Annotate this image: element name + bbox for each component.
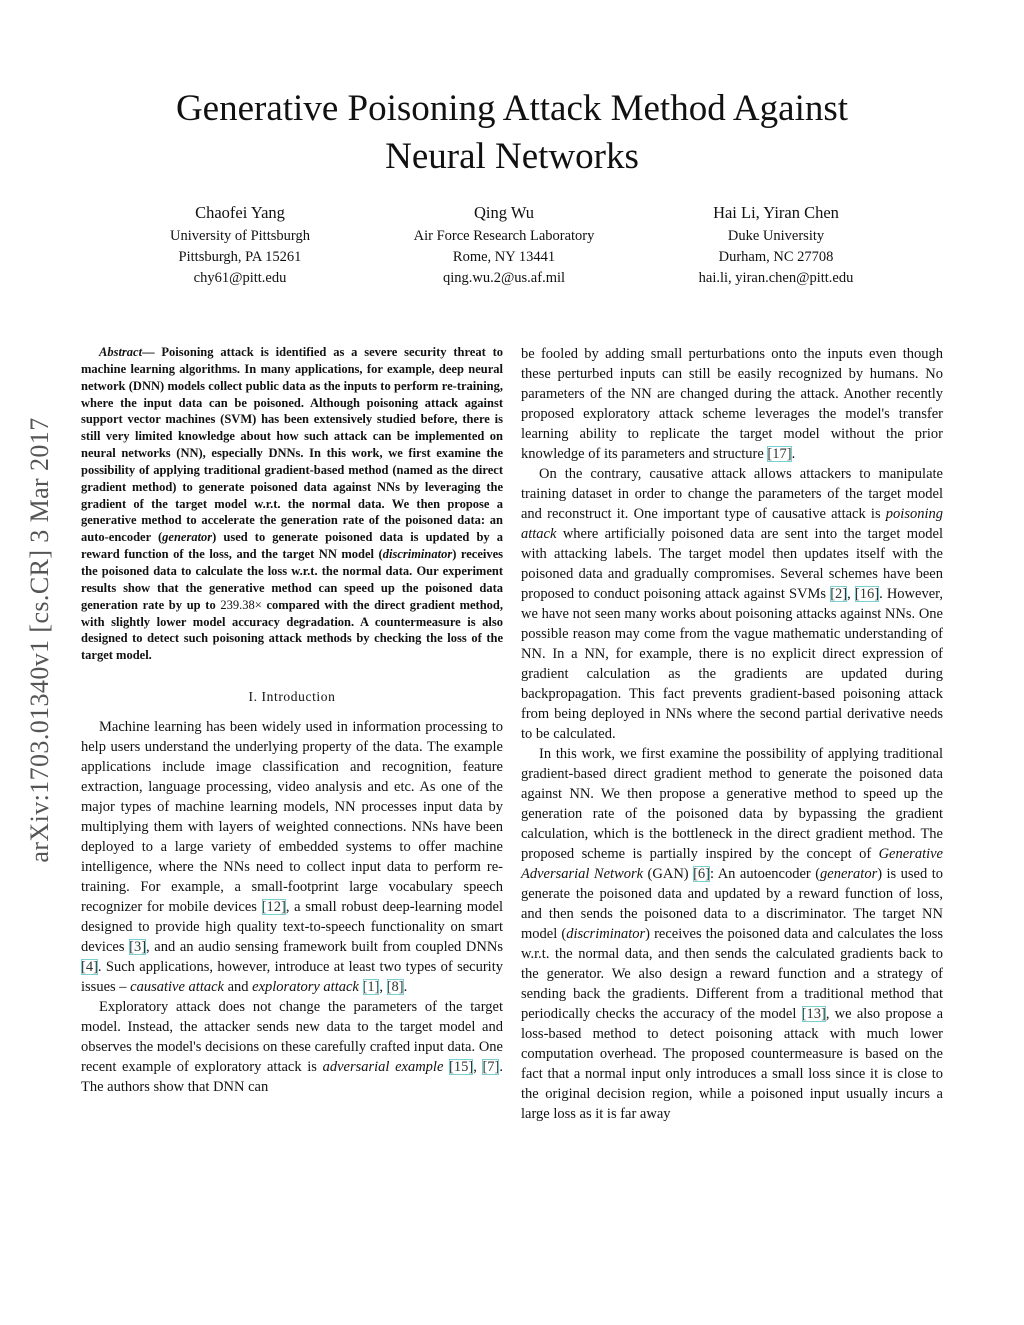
- body-text: Exploratory attack does not change the parameters of the target model. Instead, the attacker sends new data to the target model and observes the model's decisions on these carefully crafted input data. One recent example of exploratory attack is: [81, 999, 503, 1076]
- citation-link[interactable]: [2]: [830, 586, 848, 602]
- body-text: .: [791, 446, 796, 462]
- body-text: Machine learning has been widely used in information processing to help users understand the underlying property of the data. The example applications include image classification and recognition, feature extraction, language processing, video analysis and etc. As one of the major types of machine learning models, NN processes input data by multiplying them with layers of weighted connections. NNs have been deployed to a large variety of embedded systems to offer machine intelligence, where the NNs need to collect input data to perform re-training. For example, a small-footprint large vocabulary speech recognizer for mobile devices: [81, 719, 503, 916]
- author-affiliation: University of Pittsburgh: [170, 228, 310, 244]
- citation-link[interactable]: [12]: [261, 899, 286, 916]
- body-text: [359, 979, 363, 995]
- body-text: and: [223, 979, 253, 996]
- emphasis-term: adversarial example: [322, 1059, 444, 1076]
- body-text: . However, we have not seen many works about poisoning attacks against NNs. One possible reason may come from the vague mathematic understanding of NN. In a NN, for example, there is no explicit direct expression of gradient calculation as the gradients are updated during backpropagation. This fact prevents gradient-based poisoning attack from being deployed in NNs where the second partial derivative needs to be calculated.: [521, 586, 944, 742]
- emphasis-term: generator: [820, 866, 878, 882]
- right-paragraph-1: [521, 344, 943, 464]
- author-block-1: [115, 202, 365, 289]
- author-email[interactable]: qing.wu.2@us.af.mil: [442, 270, 566, 286]
- abstract-text: compared with the direct gradient method, with slightly lower model accuracy degradation. A countermeasure is also designed to detect such poisoning attack methods by checking the loss of the target model.: [81, 597, 503, 663]
- arxiv-identifier: arXiv:1703.01340v1 [cs.CR] 3 Mar 2017: [25, 417, 54, 863]
- paper-title: [100, 85, 924, 181]
- author-block-2: [379, 202, 629, 289]
- left-column: [81, 344, 503, 1097]
- body-text: ,: [379, 979, 387, 996]
- body-text: , and an audio sensing framework built from coupled DNNs: [146, 939, 503, 956]
- author-email[interactable]: hai.li, yiran.chen@pitt.edu: [698, 270, 854, 286]
- citation-link[interactable]: [16]: [854, 586, 880, 602]
- body-text: where artificially poisoned data are sent into the target model with attacking labels. The target model then updates itself with the poisoned data and gradually compromises. Several schemes have been proposed to conduct poisoning attack against SVMs: [521, 526, 943, 602]
- abstract-text: ) receives the poisoned data to calculate the loss w.r.t. the normal data. Our experiment results show that the generative method can speed up the poisoned data generation rate by up to: [81, 547, 504, 612]
- body-text: be fooled by adding small perturbations onto the inputs even though these perturbed inputs can still be easily recognized by humans. No parameters of the NN are changed during the attack. Another recently proposed exploratory attack scheme leverages the model's transfer learning ability to replicate the target model without the prior knowledge of its parameters and structure: [521, 346, 943, 462]
- right-paragraph-3: [521, 744, 943, 1124]
- citation-link[interactable]: [1]: [362, 979, 380, 996]
- body-text: : An autoencoder (: [710, 866, 821, 882]
- body-text: . The authors show that DNN can: [81, 1059, 504, 1096]
- intro-paragraph-1: [81, 717, 503, 997]
- body-text: ,: [473, 1059, 483, 1076]
- author-name: Chaofei Yang: [195, 203, 285, 222]
- body-text: , we also propose a loss-based method to detect poisoning attack with much lower computation overhead. The proposed countermeasure is based on the fact that a normal input only introduces a small loss since it is close to the original decision region, while a poisoned input usually incurs a large loss as it is far away: [521, 1006, 943, 1122]
- body-text: ) is used to generate the poisoned data and updated by a reward function of loss, and then sends the poisoned data to a discriminator. The target NN model (: [521, 866, 943, 942]
- citation-link[interactable]: [7]: [482, 1059, 500, 1076]
- body-text: .: [403, 979, 408, 996]
- emphasis-term: causative attack: [130, 979, 224, 996]
- right-paragraph-2: [521, 464, 943, 744]
- body-text: ,: [847, 586, 855, 602]
- emphasis-term: Generative Adversarial Network: [521, 846, 943, 882]
- body-text: On the contrary, causative attack allows attackers to manipulate training dataset in order to change the parameters of the target model and reconstruct it. One important type of causative attack is: [521, 466, 943, 522]
- abstract-text: ) used to generate poisoned data is updated by a reward function of the loss, and the target NN model (: [81, 530, 503, 562]
- abstract: [81, 344, 503, 664]
- author-name: Hai Li, Yiran Chen: [713, 203, 839, 222]
- citation-link[interactable]: [3]: [129, 939, 147, 956]
- right-column: [521, 344, 943, 1124]
- section-heading-introduction: I. Introduction: [248, 689, 336, 705]
- author-email[interactable]: chy61@pitt.edu: [193, 270, 287, 286]
- citation-link[interactable]: [6]: [693, 866, 711, 882]
- body-text: (GAN): [643, 866, 694, 882]
- arxiv-stamp: [0, 0, 54, 863]
- author-name: Qing Wu: [474, 203, 534, 222]
- citation-link[interactable]: [13]: [801, 1006, 826, 1022]
- abstract-term: discriminator: [382, 547, 453, 562]
- citation-link[interactable]: [8]: [386, 979, 404, 996]
- body-text: In this work, we first examine the possibility of applying traditional gradient-based direct gradient method to generate the poisoned data against NN. We then propose a generative method to speed up the generation rate of the poisoned data by bypassing the gradient calculation, which is the bottleneck in the direct gradient method. The proposed scheme is partially inspired by the concept of: [521, 746, 943, 862]
- author-location: Pittsburgh, PA 15261: [178, 249, 302, 265]
- intro-paragraph-2: [81, 997, 503, 1097]
- citation-link[interactable]: [15]: [449, 1059, 474, 1076]
- emphasis-term: poisoning attack: [521, 506, 943, 542]
- emphasis-term: discriminator: [566, 926, 646, 942]
- body-text: , a small robust deep-learning model designed to provide high quality text-to-speech functionality on smart devices: [81, 899, 503, 956]
- title-line-1: Generative Poisoning Attack Method Against: [175, 88, 849, 129]
- title-line-2: Neural Networks: [385, 136, 639, 177]
- abstract-speedup: 239.38×: [220, 597, 262, 612]
- body-text: ) receives the poisoned data and calculates the loss w.r.t. the normal data, and then sends the calculated gradients back to the generator. We also design a reward function and a strategy of sending back the gradients. Different from a traditional method that periodically checks the accuracy of the model: [521, 926, 944, 1022]
- author-location: Durham, NC 27708: [718, 249, 834, 265]
- author-affiliation: Air Force Research Laboratory: [413, 228, 595, 244]
- citation-link[interactable]: [17]: [767, 446, 792, 462]
- emphasis-term: exploratory attack: [252, 979, 359, 996]
- citation-link[interactable]: [4]: [81, 959, 98, 976]
- author-block-3: [651, 202, 901, 289]
- author-affiliation: Duke University: [727, 228, 825, 244]
- abstract-label: Abstract: [99, 345, 143, 359]
- abstract-dash: —: [142, 345, 162, 359]
- abstract-term: generator: [162, 530, 213, 545]
- abstract-text: Poisoning attack is identified as a severe security threat to machine learning algorithms. In many applications, for example, deep neural network (DNN) models collect public data as the inputs to perform re-training, where the input data can be poisoned. Although poisoning attack against support vector machines (SVM) has been extensively studied before, there is still very limited knowledge about how such attack can be implemented on neural networks (NN), especially DNNs. In this work, we first examine the possibility of applying traditional gradient-based method (named as the direct gradient method) to generate poisoned data against NNs by leveraging the gradient of the target model w.r.t. the normal data. We then propose a generative method to accelerate the generation rate of the poisoned data: an auto-encoder (: [81, 345, 504, 545]
- author-location: Rome, NY 13441: [452, 249, 556, 265]
- body-text: . Such applications, however, introduce at least two types of security issues –: [81, 959, 503, 996]
